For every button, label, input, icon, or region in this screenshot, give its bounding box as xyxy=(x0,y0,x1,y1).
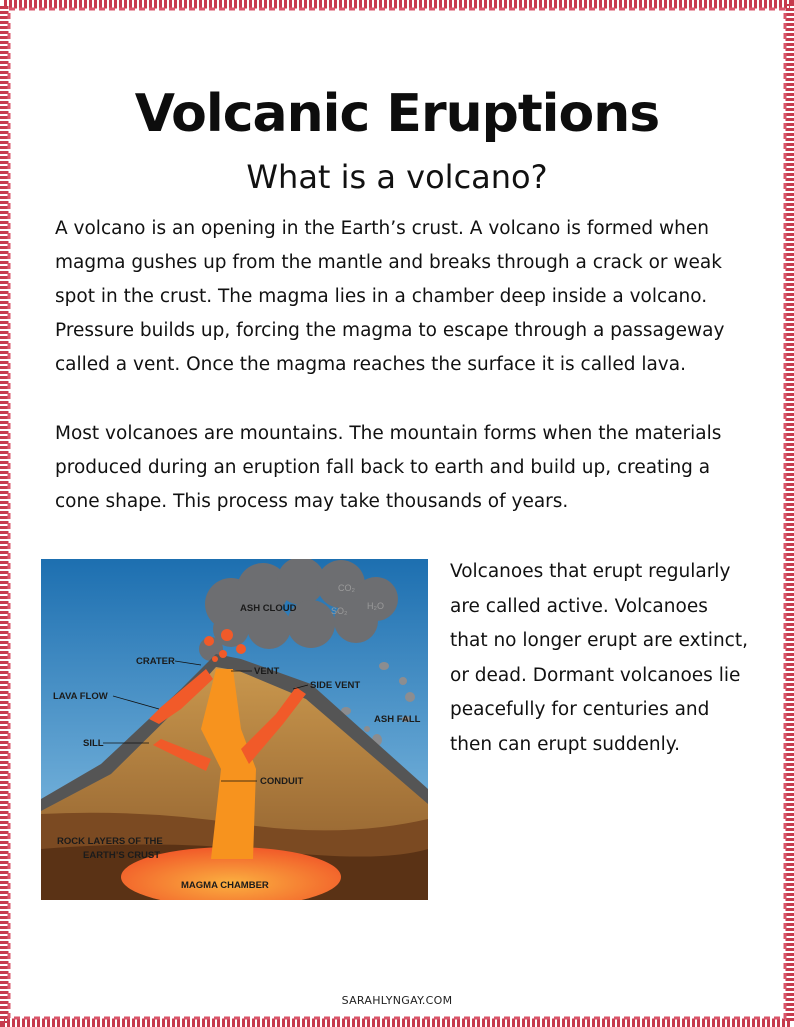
label-magma-chamber: MAGMA CHAMBER xyxy=(181,880,269,891)
page-title: Volcanic Eruptions xyxy=(134,84,660,144)
label-side-vent: SIDE VENT xyxy=(310,680,361,691)
label-sill: SILL xyxy=(83,738,104,749)
volcano-diagram xyxy=(41,559,428,900)
label-rock-layers-1: ROCK LAYERS OF THE xyxy=(57,836,163,847)
label-ash-fall: ASH FALL xyxy=(374,714,421,725)
page-subtitle: What is a volcano? xyxy=(246,158,548,196)
footer-website: SARAHLYNGAY.COM xyxy=(341,994,453,1007)
label-ash-cloud: ASH CLOUD xyxy=(240,603,297,614)
paragraph-intro: A volcano is an opening in the Earth’s crust. A volcano is formed when magma gushes up from the mantle and breaks through a crack or weak spot in the crust. The magma lies in a chamber deep inside a volcano. Pressure builds up, forcing the magma to escape through a passageway called a vent. Once the magma reaches the surface it is called lava. xyxy=(55,218,725,375)
label-so2: SO₂ xyxy=(331,606,348,616)
label-crater: CRATER xyxy=(136,656,175,667)
label-co2: CO₂ xyxy=(338,583,355,593)
paragraph-mountains: Most volcanoes are mountains. The mountain forms when the materials produced during an eruption fall back to earth and build up, creating a cone shape. This process may take thousands of years. xyxy=(55,423,722,512)
label-rock-layers-2: EARTH’S CRUST xyxy=(83,850,161,861)
label-lava-flow: LAVA FLOW xyxy=(53,691,108,702)
paragraph-volcano-types: Volcanoes that erupt regularly are called active. Volcanoes that no longer erupt are extinct, or dead. Dormant volcanoes lie peacefully for centuries and then can erupt suddenly. xyxy=(450,561,748,755)
label-conduit: CONDUIT xyxy=(260,776,304,787)
label-h2o: H₂O xyxy=(367,601,384,611)
label-vent: VENT xyxy=(254,666,280,677)
